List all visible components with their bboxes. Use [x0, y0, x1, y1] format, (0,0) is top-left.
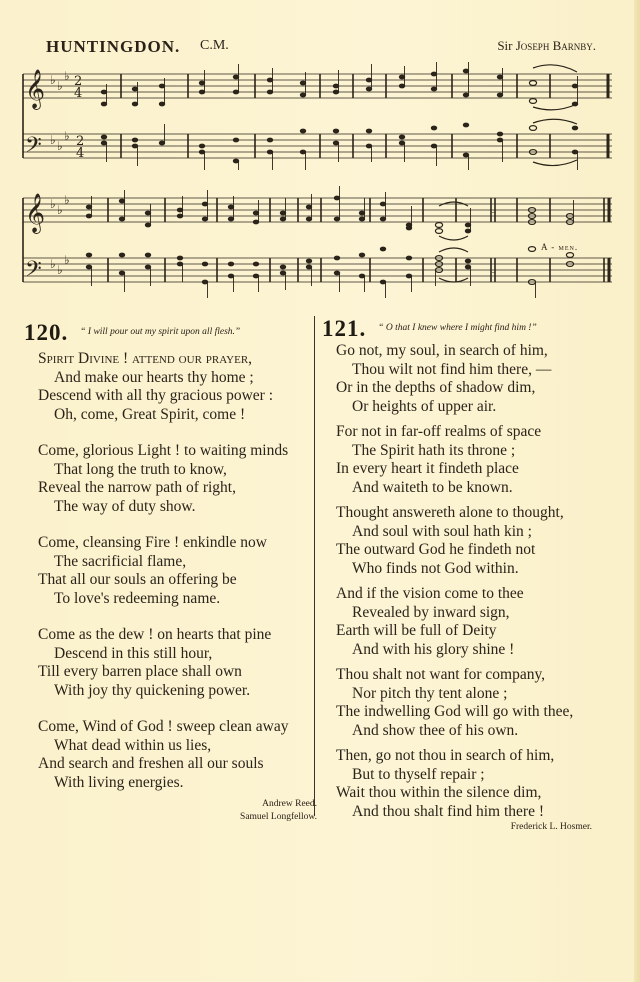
- verse-line: Come, glorious Light ! to waiting minds: [38, 442, 289, 459]
- verse-line: Descend in this still hour,: [54, 644, 213, 662]
- hymn-120: [24, 320, 317, 824]
- verse-line: Thought answereth alone to thought,: [336, 504, 564, 521]
- verse-line: That all our souls an offering be: [38, 571, 237, 588]
- author-name: Andrew Reed.: [262, 799, 317, 809]
- tune-header: [46, 37, 596, 57]
- music-system-1: [20, 62, 615, 170]
- verse-line: Go not, my soul, in search of him,: [336, 342, 548, 359]
- verse-line: Thou wilt not find him there, —: [352, 360, 552, 378]
- verse-line: Nor pitch thy tent alone ;: [352, 684, 508, 702]
- hymn-number: 121.: [322, 316, 367, 341]
- verse-line: With living energies.: [54, 773, 184, 791]
- stanza: [38, 442, 309, 516]
- verse-line: The outward God he findeth not: [336, 541, 536, 558]
- svg-text:2: 2: [74, 74, 83, 89]
- verse-line: What dead within us lies,: [54, 736, 212, 754]
- svg-text:♭: ♭: [57, 139, 63, 153]
- svg-text:♭: ♭: [64, 253, 70, 267]
- svg-text:♭: ♭: [64, 129, 70, 143]
- verse-line: For not in far-off realms of space: [336, 423, 542, 440]
- verse-line: The sacrificial flame,: [54, 552, 187, 570]
- verse-line: And soul with soul hath kin ;: [352, 522, 532, 540]
- hymn-text: [24, 350, 309, 792]
- svg-text:𝄞: 𝄞: [25, 69, 46, 109]
- stanza: [336, 747, 582, 821]
- svg-text:♭: ♭: [50, 73, 56, 87]
- composer: [497, 38, 596, 54]
- verse-line: Come, Wind of God ! sweep clean away: [38, 718, 289, 735]
- svg-text:4: 4: [74, 86, 83, 101]
- hymn-epigraph: “ I will pour out my spirit upon all flesh.”: [80, 327, 241, 337]
- svg-text:𝄞: 𝄞: [25, 193, 46, 233]
- page-edge: [634, 0, 640, 982]
- svg-text:𝄼: 𝄼: [492, 209, 496, 219]
- svg-text:𝄢: 𝄢: [25, 257, 42, 287]
- hymn-heading: [24, 320, 309, 346]
- verse-line: The indwelling God will go with thee,: [336, 703, 574, 720]
- verse-line: Or heights of upper air.: [352, 397, 497, 415]
- svg-text:4: 4: [76, 146, 85, 161]
- verse-line: Come, cleansing Fire ! enkindle now: [38, 534, 268, 551]
- staff-notation-system-2: [20, 186, 615, 306]
- svg-text:♭: ♭: [50, 197, 56, 211]
- verse-line: And if the vision come to thee: [336, 585, 524, 602]
- hymn-121: [322, 316, 592, 834]
- verse-line: And show thee of his own.: [352, 721, 519, 739]
- hymn-heading: [322, 316, 582, 342]
- verse-line: Wait thou within the silence dim,: [336, 784, 542, 801]
- verse-line: The way of duty show.: [54, 497, 196, 515]
- column-divider: [314, 316, 315, 816]
- verse-line: Thou shalt not want for company,: [336, 666, 546, 683]
- stanza: [336, 423, 582, 497]
- verse-line: And search and freshen all our souls: [38, 755, 264, 772]
- stanza: [336, 342, 582, 416]
- verse-line: Descend with all thy gracious power :: [38, 387, 274, 404]
- svg-text:𝄢: 𝄢: [25, 133, 42, 163]
- verse-line: Spirit Divine ! attend our prayer,: [38, 350, 253, 367]
- composer-name: Joseph Barnby.: [515, 38, 596, 53]
- verse-line: Come as the dew ! on hearts that pine: [38, 626, 272, 643]
- music-system-2: [20, 186, 615, 306]
- hymn-epigraph: “ O that I knew where I might find him !”: [378, 323, 537, 333]
- svg-text:𝄼: 𝄼: [492, 269, 496, 279]
- hymn-number: 120.: [24, 320, 69, 345]
- verse-line: Who finds not God within.: [352, 559, 519, 577]
- stanza: [38, 534, 309, 608]
- verse-line: Earth will be full of Deity: [336, 622, 497, 639]
- verse-line: That long the truth to know,: [54, 460, 227, 478]
- svg-text:2: 2: [76, 134, 85, 149]
- verse-line: Oh, come, Great Spirit, come !: [54, 405, 246, 423]
- svg-text:♭: ♭: [57, 263, 63, 277]
- svg-text:♭: ♭: [57, 203, 63, 217]
- stanza: [336, 504, 582, 578]
- tune-meter: C.M.: [200, 38, 229, 53]
- author-name: Samuel Longfellow.: [240, 812, 317, 822]
- verse-line: But to thyself repair ;: [352, 765, 485, 783]
- verse-line: Reveal the narrow path of right,: [38, 479, 236, 496]
- stanza: [336, 666, 582, 740]
- stanza: [38, 626, 309, 700]
- svg-text:♭: ♭: [64, 69, 70, 83]
- verse-line: And with his glory shine !: [352, 640, 515, 658]
- stanza: [336, 585, 582, 659]
- verse-line: Or in the depths of shadow dim,: [336, 379, 536, 396]
- amen-label: A - men.: [541, 242, 579, 252]
- staff-notation-system-1: [20, 62, 615, 170]
- verse-line: To love's redeeming name.: [54, 589, 221, 607]
- stanza: [38, 718, 309, 792]
- verse-line: And waiteth to be known.: [352, 478, 513, 496]
- verse-line: The Spirit hath its throne ;: [352, 441, 516, 459]
- verse-line: And make our hearts thy home ;: [54, 368, 254, 386]
- svg-text:♭: ♭: [50, 133, 56, 147]
- svg-text:♭: ♭: [50, 257, 56, 271]
- attribution: [322, 821, 592, 834]
- verse-line: Revealed by inward sign,: [352, 603, 510, 621]
- stanza: [38, 350, 309, 424]
- author-name: Frederick L. Hosmer.: [510, 822, 592, 832]
- svg-text:♭: ♭: [57, 79, 63, 93]
- verse-line: In every heart it findeth place: [336, 460, 519, 477]
- attribution: [24, 798, 317, 824]
- hymn-text: [322, 342, 582, 821]
- verse-line: Till every barren place shall own: [38, 663, 242, 680]
- tune-name: HUNTINGDON.: [46, 37, 181, 56]
- svg-text:♭: ♭: [64, 193, 70, 207]
- composer-prefix: Sir: [497, 38, 513, 53]
- verse-line: With joy thy quickening power.: [54, 681, 251, 699]
- verse-line: And thou shalt find him there !: [352, 802, 544, 820]
- verse-line: Then, go not thou in search of him,: [336, 747, 555, 764]
